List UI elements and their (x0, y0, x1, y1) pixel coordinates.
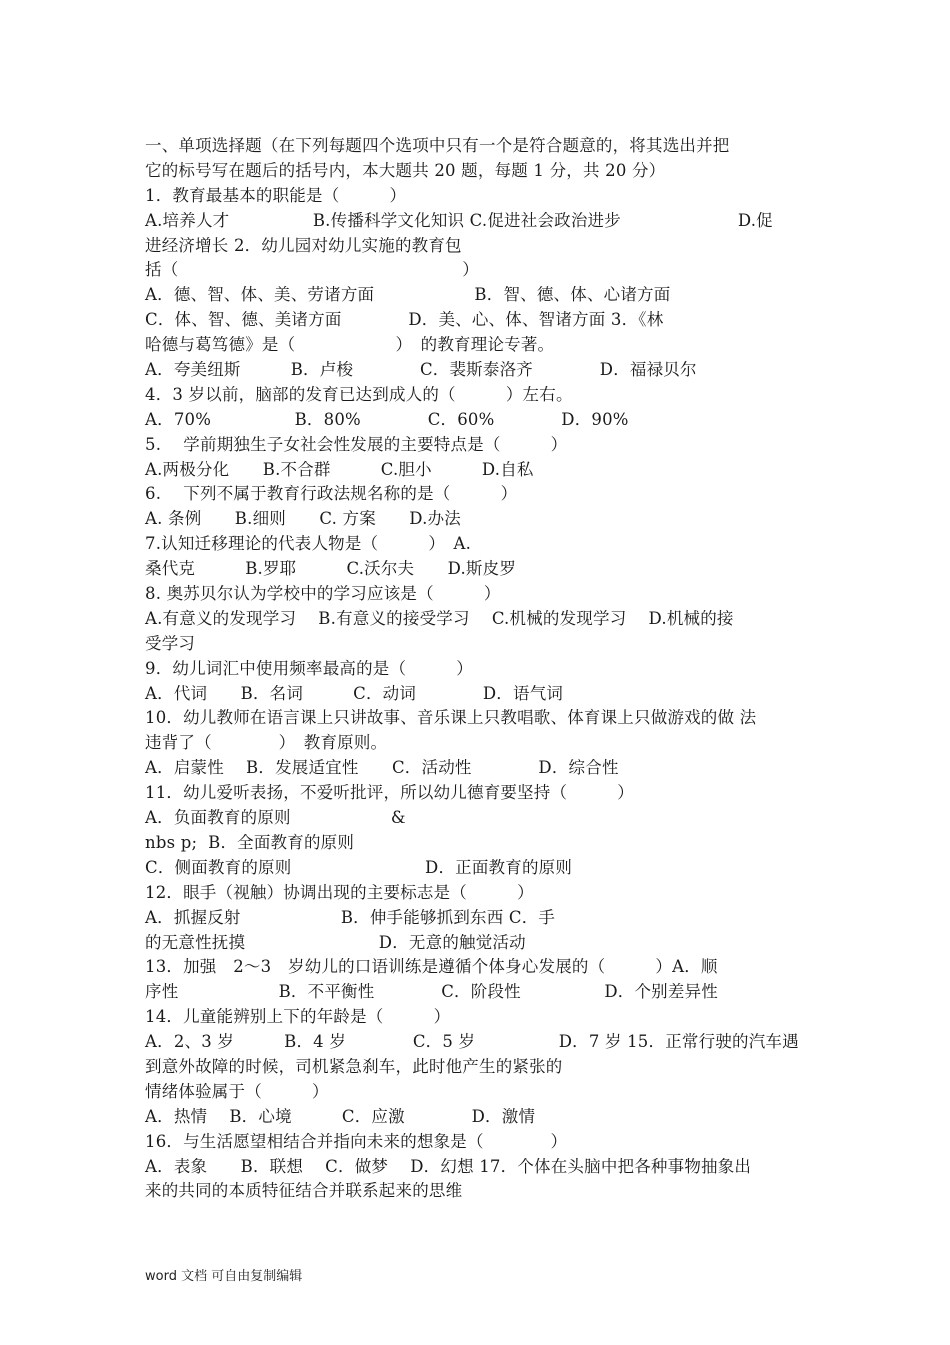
question-3-options: A．夸美纽斯 B．卢梭 C．裴斯泰洛齐 D．福禄贝尔 (145, 360, 697, 380)
question-13-options: 序性 B．不平衡性 C．阶段性 D．个别差异性 (145, 982, 718, 1002)
question-12: 12．眼手（视触）协调出现的主要标志是（ ） (145, 882, 534, 902)
question-7-options: 桑代克 B.罗耶 C.沃尔夫 D.斯皮罗 (145, 559, 517, 579)
question-10-cont: 违背了（ ） 教育原则。 (145, 733, 388, 753)
question-15: 到意外故障的时候，司机紧急刹车，此时他产生的紧张的 (145, 1056, 563, 1076)
question-3: 哈德与葛笃德》是（ ） 的教育理论专著。 (145, 335, 555, 355)
question-4: 4．3 岁以前，脑部的发育已达到成人的（ ）左右。 (145, 384, 573, 404)
question-10: 10．幼儿教师在语言课上只讲故事、音乐课上只教唱歌、体育课上只做游戏的做 法 (145, 708, 757, 728)
question-6-options: A. 条例 B.细则 C. 方案 D.办法 (145, 509, 461, 529)
question-5-options: A.两极分化 B.不合群 C.胆小 D.自私 (145, 459, 534, 479)
question-9: 9．幼儿词汇中使用频率最高的是（ ） (145, 658, 473, 678)
question-11-options-cd: C．侧面教育的原则 D．正面教育的原则 (145, 857, 573, 877)
question-14-options: A．2、3 岁 B．4 岁 C．5 岁 D．7 岁 15．正常行驶的汽车遇 (145, 1032, 799, 1052)
question-14: 14．儿童能辨别上下的年龄是（ ） (145, 1007, 451, 1027)
section-heading: 一、单项选择题（在下列每题四个选项中只有一个是符合题意的，将其选出并把 (145, 136, 730, 155)
question-2-options-cd: C．体、智、德、美诸方面 D．美、心、体、智诸方面 3．《林 (145, 310, 664, 330)
question-2-options-ab: A．德、智、体、美、劳诸方面 B．智、德、体、心诸方面 (145, 285, 671, 305)
question-13: 13．加强 2～3 岁幼儿的口语训练是遵循个体身心发展的（ ）A．顺 (145, 957, 718, 977)
question-4-options: A．70% B．80% C．60% D．90% (145, 409, 629, 429)
exam-body (145, 134, 815, 1204)
question-5: 5. 学前期独生子女社会性发展的主要特点是（ ） (145, 434, 568, 454)
question-9-options: A．代词 B．名词 C．动词 D．语气词 (145, 683, 564, 703)
section-heading-cont: 它的标号写在题后的括号内，本大题共 20 题，每题 1 分，共 20 分） (145, 160, 666, 180)
question-10-options: A．启蒙性 B．发展适宜性 C．活动性 D．综合性 (145, 758, 619, 778)
question-17: 来的共同的本质特征结合并联系起来的思维 (145, 1181, 463, 1201)
question-16: 16．与生活愿望相结合并指向未来的想象是（ ） (145, 1131, 568, 1151)
question-8: 8. 奥苏贝尔认为学校中的学习应该是（ ） (145, 584, 501, 604)
question-16-options: A．表象 B．联想 C．做梦 D．幻想 17．个体在头脑中把各种事物抽象出 (145, 1156, 752, 1176)
page-footer: word 文档 可自由复制编辑 (145, 1269, 303, 1284)
question-6: 6. 下列不属于教育行政法规名称的是（ ） (145, 484, 518, 504)
question-15-cont: 情绪体验属于（ ） (145, 1081, 329, 1101)
question-8-options: A.有意义的发现学习 B.有意义的接受学习 C.机械的发现学习 D.机械的接 (145, 608, 734, 628)
question-2-cont: 括（ ） (145, 260, 479, 280)
question-7: 7.认知迁移理论的代表人物是（ ） A. (145, 534, 472, 554)
question-11-option-a: A．负面教育的原则 & (145, 808, 406, 828)
question-11-option-b: nbs p; B．全面教育的原则 (145, 832, 355, 852)
question-2: 进经济增长 2．幼儿园对幼儿实施的教育包 (145, 235, 462, 255)
question-1-options: A.培养人才 B.传播科学文化知识 C.促进社会政治进步 D.促 (145, 210, 773, 230)
question-12-options-cd: 的无意性抚摸 D．无意的触觉活动 (145, 932, 526, 952)
question-11: 11．幼儿爱听表扬，不爱听批评，所以幼儿德育要坚持（ ） (145, 783, 634, 803)
question-8-options-cont: 受学习 (145, 633, 196, 653)
question-12-options-abc: A．抓握反射 B．伸手能够抓到东西 C．手 (145, 907, 556, 927)
question-15-options: A．热情 B．心境 C．应激 D．激情 (145, 1106, 536, 1126)
question-1: 1．教育最基本的职能是（ ） (145, 185, 407, 205)
